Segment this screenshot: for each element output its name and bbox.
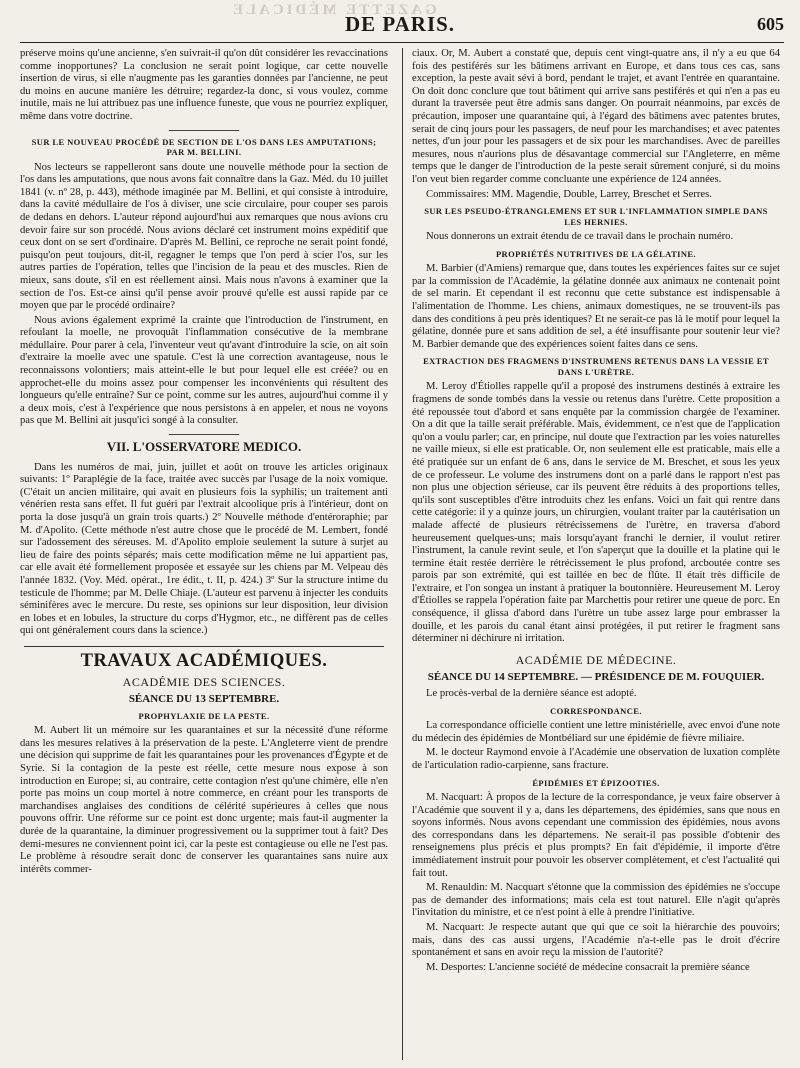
paragraph: Le procès-verbal de la dernière séance est adopté.	[426, 688, 637, 700]
topic-heading-gelatine: PROPRIÉTÉS NUTRITIVES DE LA GÉLATINE.	[495, 248, 697, 259]
paragraph: M. Nacquart: À propos de la lecture de la correspondance, je veux faire observer à l'Académie que souvent il y a, dans les départemens, des épidémies, sans que nous en soyons informés. Nous avons cependant une commission des épidémies, nous avons des correspondans dans les départemens. Ne serait-il pas possible d'obtenir des renseignemens plus précis et plus prompts? En fait d'épidémie, il importe d'être immédiatement instruit pour pouvoir les observer complètement, et c'est l'actualité qui fait tout.	[412, 792, 780, 879]
seance-heading: SÉANCE DU 14 SEPTEMBRE. — PRÉSIDENCE DE M. FOUQUIER.	[427, 671, 765, 684]
topic-heading-epidemies: ÉPIDÉMIES ET ÉPIZOOTIES.	[532, 777, 660, 788]
topic-heading-extraction: EXTRACTION DES FRAGMENS D'INSTRUMENS RETENUS DANS LA VESSIE ET DANS L'URÈTRE.	[423, 356, 769, 377]
header-rule	[20, 42, 784, 43]
paragraph: Dans les numéros de mai, juin, juillet et août on trouve les articles originaux suivants: 1º Paraplégie de la face, traitée avec succès par l'usage de la noix vomique. (C'était un ancien militaire, qui avait en plusieurs fois la syphilis; un traitement anti vénérien resta sans effet. Il fut guéri par l'extrait alcoolique pris à l'intérieur, dont on porta la dose jusqu'à un grain trois quarts.) 2º Nouvelle méthode d'entéroraphie; par M. d'Apolito. (Cette méthode n'est autre chose que le procédé de M. Lembert, fondé sur l'adossement des séreuses. M. d'Apolito emploie seulement la suture à surjet au lieu de faire des points séparés; mais cette modification même ne lui appartient pas, car elle avait été formellement proposée et essayée sur les chiens par M. Velpeau dès l'année 1832. (Voy. Méd. opérat., 1re édit., t. II, p. 424.) 3º Sur la structure intime du testicule de l'homme; par M. Delle Chiaje. (L'auteur est parvenu à injecter les conduits séminifères avec le mercure. Du reste, ses opinions sur leur disposition, leur division en lobes et en lobules, la structure du corps d'Hygmor, etc., ne diffèrent pas de celles qui ont généralement cours dans la science.)	[20, 461, 388, 637]
paragraph: M. Desportes: L'ancienne société de médecine consacrait la première séance	[426, 961, 750, 973]
paragraph: Nous donnerons un extrait étendu de ce travail dans le prochain numéro.	[426, 231, 734, 243]
paragraph: M. Nacquart: Je respecte autant que qui que ce soit la hiérarchie des pouvoirs; mais, dans des cas aussi urgens, l'Académie n'a-t-elle pas le droit d'écrire spontanément et sans en avoir reçu la mission de l'autorité?	[412, 921, 780, 959]
left-column	[20, 48, 388, 1060]
section-heading-travaux: TRAVAUX ACADÉMIQUES.	[80, 650, 328, 671]
seance-heading: SÉANCE DU 13 SEPTEMBRE.	[128, 693, 280, 706]
column-divider	[402, 48, 403, 1060]
right-column	[412, 48, 780, 1060]
page-header	[0, 12, 800, 38]
paragraph: Nos lecteurs se rappelleront sans doute une nouvelle méthode pour la section de l'os dans les amputations, que nous avons fait connaître dans la Gaz. Méd. du 10 juillet 1841 (v. nº 28, p. 443), méthode imaginée par M. Bellini, et qui consiste à introduire, dans la cavité médullaire de l'os à diviser, une scie circulaire, pour couper ses parois de dedans en dehors. L'auteur répond aujourd'hui aux remarques que nous avions cru devoir faire sur son procédé. Nous avions déclaré cet instrument moins expéditif que ceux dont on se sert d'ordinaire. D'après M. Bellini, ce reproche ne serait point fondé, puisqu'on peut toujours, dit-il, regagner le temps que l'on perd à scier l'os, sur les autres parties de l'opération, telles que l'incision de la peau et des muscles. Rien de mieux, sans doute, s'il en est réellement ainsi. Mais nous n'avons à examiner que la section de l'os. Est-ce ainsi qu'il pense avoir prouvé qu'elle est aussi rapide par ce moyen que par le procédé ordinaire?	[20, 161, 388, 312]
journal-title: DE PARIS.	[344, 12, 456, 36]
topic-heading-hernies: SUR LES PSEUDO-ÉTRANGLEMENS ET SUR L'INFLAMMATION SIMPLE DANS LES HERNIES.	[424, 206, 768, 227]
paragraph: M. Leroy d'Étiolles rappelle qu'il a proposé des instrumens destinés à extraire les fragmens de sonde tombés dans la vessie ou retenus dans l'urètre. Cette proposition a été repoussée tout d'abord et sans enquête par la commission chargée de l'examiner. On a dit que la taille serait préférable. Mais, évidemment, ce n'est que de l'application qu'on a voulu parler; car, en principe, nul doute que l'extraction par les voies naturelles ne vaille mieux, si elle est praticable. Or, non seulement elle est praticable, mais elle a été pratiquée sur un enfant de 6 ans, dans le service de M. Breschet, et sous les yeux de ce professeur. Le volume des instrumens dont on a parlé dans le rapport n'est pas non plus une objection sérieuse, car ils peuvent être réduits à des proportions telles, qu'ils sont susceptibles d'être introduits chez les enfans. Voici un fait qui rentre dans cette catégorie: il y a quinze jours, un chirurgien, voulant traiter par la cautérisation un malade affecté de plusieurs rétrécissemens de l'urètre, en traversa d'abord heureusement quelques-uns; mais lorsqu'ayant franchi le dernier, il voulut retirer l'instrument, la canule revint seule, et l'on s'aperçut que la douille et la platine qui le termine était restée derrière le rétrécissement le plus profond, arcboutée contre ses parois par son extrémité, qui est taillée en bec de flûte. Il était très difficile de l'extraire, et l'on songea un instant à pratiquer la boutonnière. Heureusement M. Leroy d'Étiolles se rappela l'opération faite par Marchettis pour retirer une queue de porc. En conséquence, il glissa d'abord dans l'urètre un tube assez large pour embrasser la douille, et les parois du canal étant ainsi protégées, il put retirer le fragment sans déterminer ni déchirure ni irritation.	[412, 381, 780, 645]
section-rule	[169, 130, 239, 131]
paragraph: Commissaires: MM. Magendie, Double, Larrey, Breschet et Serres.	[426, 188, 712, 200]
paragraph: M. Aubert lit un mémoire sur les quarantaines et sur la nécessité d'une réforme dans les mesures relatives à la préservation de la peste. L'Angleterre vient de prendre une décision qui supprime de fait les quarantaines pour les provenances d'Égypte et de Syrie. Si la contagion de la peste est réelle, cette mesure nous expose à son introduction en Europe; si, au contraire, cette contagion n'est qu'une chimère, elle n'en porte pas moins un coup mortel à notre commerce, en créant pour les transports de marchandises anglaises des conditions de célérité supérieures à celles que nous pouvons offrir. Une réforme sur ce point est donc urgente; mais faut-il augmenter la durée de la quarantaine, la diminuer progressivement ou la supprimer tout à fait? Des demi-mesures ne conviennent point ici, car la peste est contagieuse ou elle ne l'est pas. Le problème à résoudre serait donc de conserver les quarantaines sans nuire aux intérêts commer-	[20, 725, 388, 875]
paragraph: M. le docteur Raymond envoie à l'Académie une observation de luxation complète de l'articulation radio-carpienne, sans fracture.	[412, 747, 780, 771]
paragraph: Nous avions également exprimé la crainte que l'introduction de l'instrument, en refoulant la moelle, ne provoquât l'inflammation consécutive de la membrane médullaire. Pour parer à cela, l'inventeur veut qu'avant d'introduire la scie, on ait soin d'extraire la moelle avec une spatule. C'est là une correction avantageuse, nous le reconnaissons volontiers; mais atteint-elle le but pour lequel elle est créée? ou en approchet-elle du moins assez pour compenser les inconvénients qui résultent des longueurs qu'elle entraîne? Sur ce point, comme sur les autres, aujourd'hui comme il y a deux mois, c'est à l'expérience que nous persistons à en appeler, et nous ne voyons pas que M. Bellini ait jusqu'ici songé à la consulter.	[20, 314, 388, 427]
paragraph: La correspondance officielle contient une lettre ministérielle, avec envoi d'une note du médecin des épidémies de Montbéliard sur une épidémie de fièvre miliaire.	[412, 720, 780, 744]
paragraph: ciaux. Or, M. Aubert a constaté que, depuis cent vingt-quatre ans, il n'y a eu que 64 fois des pestiférés sur les bâtimens arrivant en Europe, et dans tous ces cas, sans exception, la peste avait sévi à bord, pendant le trajet, et avant l'entrée en quarantaine. On doit donc conclure que tout bâtiment qui arrive sans pestiférés et qui n'en a pas eu durant la traversée peut être admis sans danger. On pourrait néanmoins, par excès de précaution, imposer une quarantaine qui, à l'égard des bâtimens avec patentes brutes, serait de cinq jours pour les passagers, de neuf pour les marchandises; et avec patentes nettes, d'un jour pour les passagers et de six pour les marchandises. Avec de pareilles mesures, nous n'aurions plus de désavantage commercial sur l'Angleterre, en même temps que le danger de l'introduction de la peste serait sûrement conjuré, si du moins l'on veut bien regarder comme concluante une expérience de 124 années.	[412, 48, 780, 185]
paragraph: préserve moins qu'une ancienne, s'en suivrait-il qu'on dût considérer les revaccinations comme inopportunes? La conclusion ne serait point logique, car cette nouvelle insertion de virus, si elle n'augmente pas les garanties données par l'ancienne, ne peut du moins en aucune manière les détruire; regardez-la donc, si vous voulez, comme inutile, mais ne lui attribuez pas une influence funeste, que vous ne pourriez expliquer, même dans votre doctrine.	[20, 48, 388, 122]
paragraph: M. Renauldin: M. Nacquart s'étonne que la commission des épidémies ne s'occupe pas de demander des informations; mais cela est tout naturel. Elle n'agit qu'après l'invitation du ministre, et ce n'est point à elle à prendre l'initiative.	[412, 882, 780, 919]
topic-heading-correspondance: CORRESPONDANCE.	[550, 705, 642, 716]
paragraph: M. Barbier (d'Amiens) remarque que, dans toutes les expériences faites sur ce sujet par la commission de l'Académie, la gélatine donnée aux animaux ne contenait point de sel marin. Et cependant il est reconnu que cette substance est indispensable à l'alimentation de l'homme. Les chiens, animaux domestiques, ne se trouvent-ils pas dans des conditions à peu près identiques? Et ne serait-ce pas là le motif pour lequel la gélatine, donnée pure et sans addition de sel, a été insuffisante pour soutenir leur vie? M. Barbier demande que des expériences soient faites dans ce sens.	[412, 263, 780, 350]
bleed-through-text: GAZETTE MÉDICALE	[230, 2, 437, 18]
section-heading-bellini: SUR LE NOUVEAU PROCÉDÉ DE SECTION DE L'OS DANS LES AMPUTATIONS; PAR M. BELLINI.	[31, 136, 377, 158]
subheading-academie-medecine: ACADÉMIE DE MÉDECINE.	[515, 652, 677, 667]
topic-heading-peste: PROPHYLAXIE DE LA PESTE.	[138, 710, 270, 721]
page-number: 605	[757, 14, 784, 34]
section-rule	[24, 646, 384, 647]
subheading-academie-sciences: ACADÉMIE DES SCIENCES.	[122, 674, 286, 689]
section-heading-osservatore: VII. L'OSSERVATORE MEDICO.	[106, 439, 302, 455]
section-rule	[169, 434, 239, 435]
